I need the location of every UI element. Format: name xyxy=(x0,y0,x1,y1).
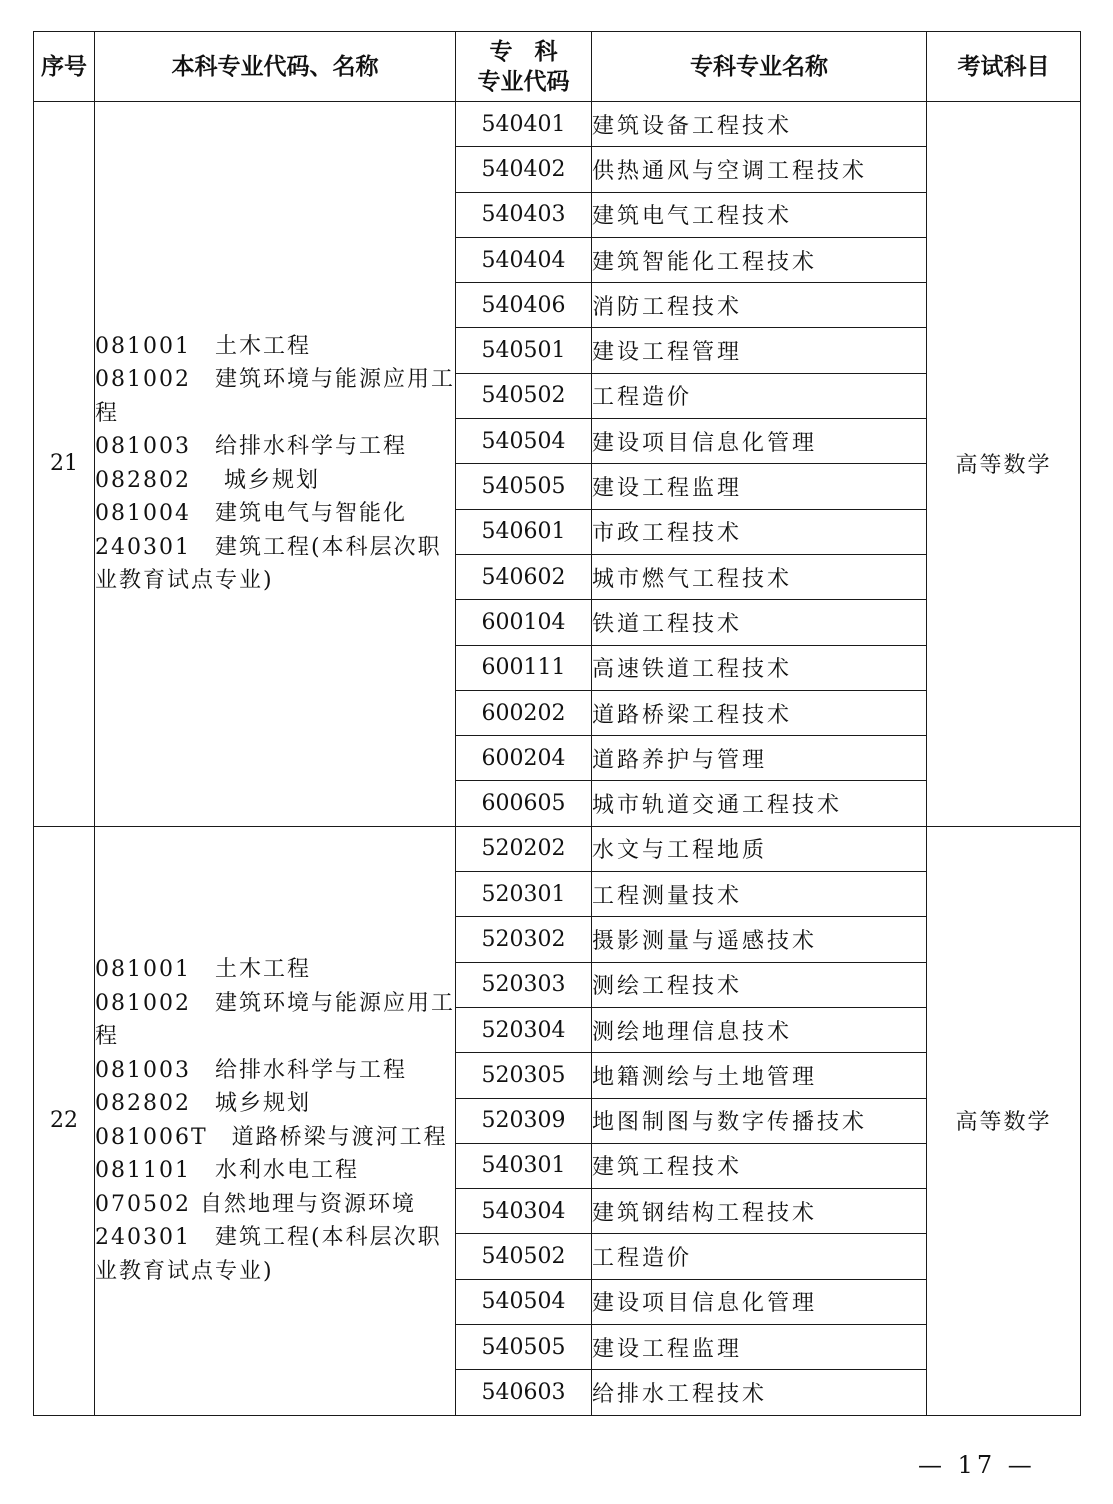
bachelor-major-line: 081101 水利水电工程 xyxy=(95,1158,359,1184)
associate-code: 520301 xyxy=(456,872,592,917)
exam-subject: 高等数学 xyxy=(927,102,1081,827)
major-table xyxy=(33,31,1081,1416)
associate-name: 建筑工程技术 xyxy=(592,1143,927,1188)
bachelor-major-line: 081003 给排水科学与工程 xyxy=(95,434,407,460)
associate-code: 540505 xyxy=(456,1325,592,1370)
associate-name: 给排水工程技术 xyxy=(592,1370,927,1415)
associate-code: 540502 xyxy=(456,1234,592,1279)
group-seq: 21 xyxy=(34,102,95,827)
associate-name: 铁道工程技术 xyxy=(592,600,927,645)
exam-subject: 高等数学 xyxy=(927,826,1081,1415)
associate-name: 建设工程监理 xyxy=(592,1325,927,1370)
associate-name: 建设工程管理 xyxy=(592,328,927,373)
bachelor-major-line: 082802 城乡规划 xyxy=(95,1091,311,1117)
associate-code: 540401 xyxy=(456,102,592,147)
header-row xyxy=(34,32,1081,102)
associate-code: 600605 xyxy=(456,781,592,826)
page-number: — 17 — xyxy=(918,1451,1036,1479)
bachelor-majors xyxy=(95,826,456,1415)
bachelor-major-line: 240301 建筑工程(本科层次职业教育试点专业) xyxy=(95,1225,442,1284)
associate-code: 600104 xyxy=(456,600,592,645)
associate-code: 600202 xyxy=(456,690,592,735)
associate-code: 540404 xyxy=(456,237,592,282)
associate-code: 540505 xyxy=(456,464,592,509)
group-seq: 22 xyxy=(34,826,95,1415)
header-code-line2: 专业代码 xyxy=(477,68,570,95)
associate-code: 540603 xyxy=(456,1370,592,1415)
header-code-line1: 专科 xyxy=(489,38,580,65)
bachelor-major-line: 081001 土木工程 xyxy=(95,333,311,359)
header-bachelor: 本科专业代码、名称 xyxy=(95,32,456,102)
associate-name: 测绘工程技术 xyxy=(592,962,927,1007)
associate-name: 城市轨道交通工程技术 xyxy=(592,781,927,826)
associate-name: 建筑智能化工程技术 xyxy=(592,237,927,282)
header-subject: 考试科目 xyxy=(927,32,1081,102)
associate-code: 540502 xyxy=(456,373,592,418)
associate-name: 工程造价 xyxy=(592,1234,927,1279)
associate-name: 建筑电气工程技术 xyxy=(592,192,927,237)
bachelor-major-line: 081002 建筑环境与能源应用工程 xyxy=(95,990,455,1050)
associate-name: 工程测量技术 xyxy=(592,872,927,917)
bachelor-major-line: 070502 自然地理与资源环境 xyxy=(95,1191,416,1217)
bachelor-major-line: 082802 城乡规划 xyxy=(95,467,320,493)
associate-name: 建设项目信息化管理 xyxy=(592,419,927,464)
associate-code: 600111 xyxy=(456,645,592,690)
table-row xyxy=(34,102,1081,147)
associate-code: 520302 xyxy=(456,917,592,962)
associate-name: 建筑设备工程技术 xyxy=(592,102,927,147)
associate-name: 测绘地理信息技术 xyxy=(592,1007,927,1052)
associate-code: 540304 xyxy=(456,1189,592,1234)
associate-name: 水文与工程地质 xyxy=(592,826,927,871)
associate-code: 520305 xyxy=(456,1053,592,1098)
bachelor-major-line: 240301 建筑工程(本科层次职业教育试点专业) xyxy=(95,534,442,594)
header-name: 专科专业名称 xyxy=(592,32,927,102)
associate-code: 540504 xyxy=(456,1279,592,1324)
bachelor-major-line: 081002 建筑环境与能源应用工程 xyxy=(95,367,455,426)
associate-code: 540402 xyxy=(456,147,592,192)
associate-name: 道路养护与管理 xyxy=(592,736,927,781)
associate-name: 市政工程技术 xyxy=(592,509,927,554)
header-code xyxy=(456,32,592,102)
associate-name: 消防工程技术 xyxy=(592,283,927,328)
bachelor-major-line: 081006T 道路桥梁与渡河工程 xyxy=(95,1124,448,1150)
associate-code: 540504 xyxy=(456,419,592,464)
associate-code: 540601 xyxy=(456,509,592,554)
associate-name: 建设工程监理 xyxy=(592,464,927,509)
associate-name: 高速铁道工程技术 xyxy=(592,645,927,690)
associate-name: 摄影测量与遥感技术 xyxy=(592,917,927,962)
bachelor-major-line: 081004 建筑电气与智能化 xyxy=(95,501,407,527)
associate-code: 540301 xyxy=(456,1143,592,1188)
bachelor-major-line: 081003 给排水科学与工程 xyxy=(95,1057,407,1083)
associate-name: 道路桥梁工程技术 xyxy=(592,690,927,735)
associate-code: 540501 xyxy=(456,328,592,373)
associate-name: 供热通风与空调工程技术 xyxy=(592,147,927,192)
associate-code: 540406 xyxy=(456,283,592,328)
associate-code: 520303 xyxy=(456,962,592,1007)
bachelor-majors xyxy=(95,102,456,827)
header-seq: 序号 xyxy=(34,32,95,102)
associate-code: 600204 xyxy=(456,736,592,781)
associate-code: 520202 xyxy=(456,826,592,871)
bachelor-major-line: 081001 土木工程 xyxy=(95,957,311,983)
associate-name: 建筑钢结构工程技术 xyxy=(592,1189,927,1234)
associate-code: 520309 xyxy=(456,1098,592,1143)
associate-code: 520304 xyxy=(456,1007,592,1052)
associate-code: 540403 xyxy=(456,192,592,237)
table-row xyxy=(34,826,1081,871)
associate-name: 工程造价 xyxy=(592,373,927,418)
table-body xyxy=(34,102,1081,1416)
associate-name: 建设项目信息化管理 xyxy=(592,1279,927,1324)
associate-name: 地籍测绘与土地管理 xyxy=(592,1053,927,1098)
associate-code: 540602 xyxy=(456,554,592,599)
associate-name: 城市燃气工程技术 xyxy=(592,554,927,599)
associate-name: 地图制图与数字传播技术 xyxy=(592,1098,927,1143)
